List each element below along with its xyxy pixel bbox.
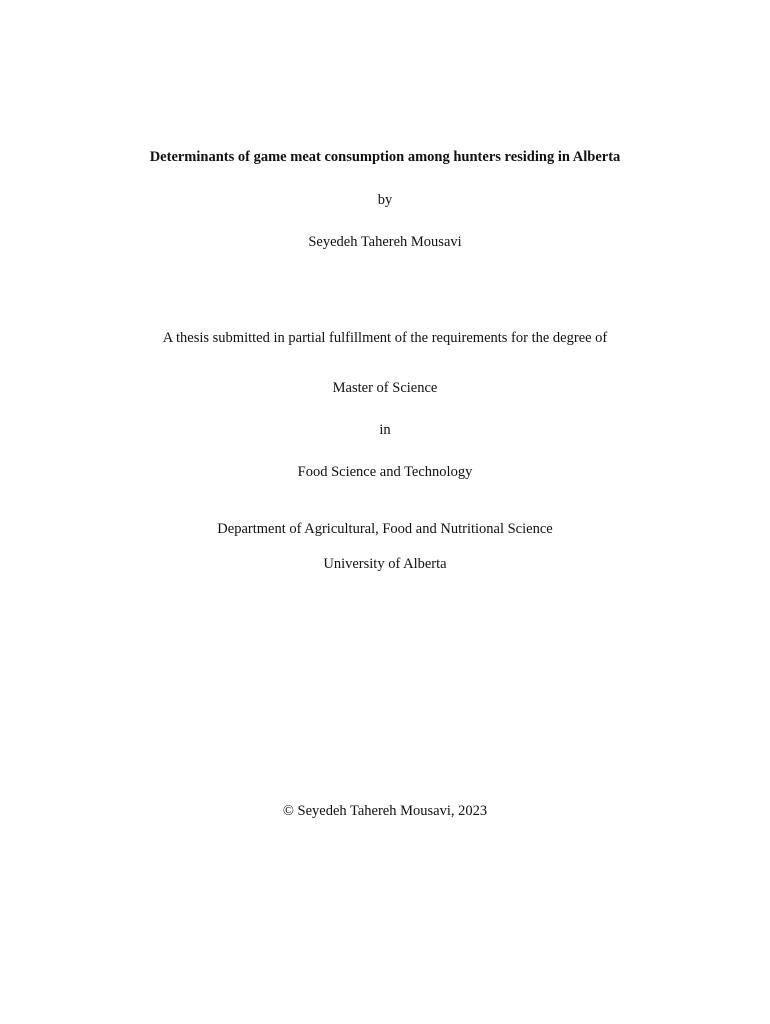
university-name: University of Alberta bbox=[323, 556, 447, 572]
by-label: by bbox=[377, 192, 393, 208]
in-label: in bbox=[379, 422, 391, 438]
field-of-study: Food Science and Technology bbox=[297, 464, 473, 480]
copyright-notice: © Seyedeh Tahereh Mousavi, 2023 bbox=[282, 803, 488, 819]
author-name: Seyedeh Tahereh Mousavi bbox=[308, 234, 462, 250]
degree-name: Master of Science bbox=[332, 380, 438, 396]
submission-statement: A thesis submitted in partial fulfillment of the requirements for the degree of bbox=[162, 330, 608, 346]
thesis-title: Determinants of game meat consumption among hunters residing in Alberta bbox=[149, 149, 621, 165]
department-name: Department of Agricultural, Food and Nutritional Science bbox=[217, 521, 553, 537]
